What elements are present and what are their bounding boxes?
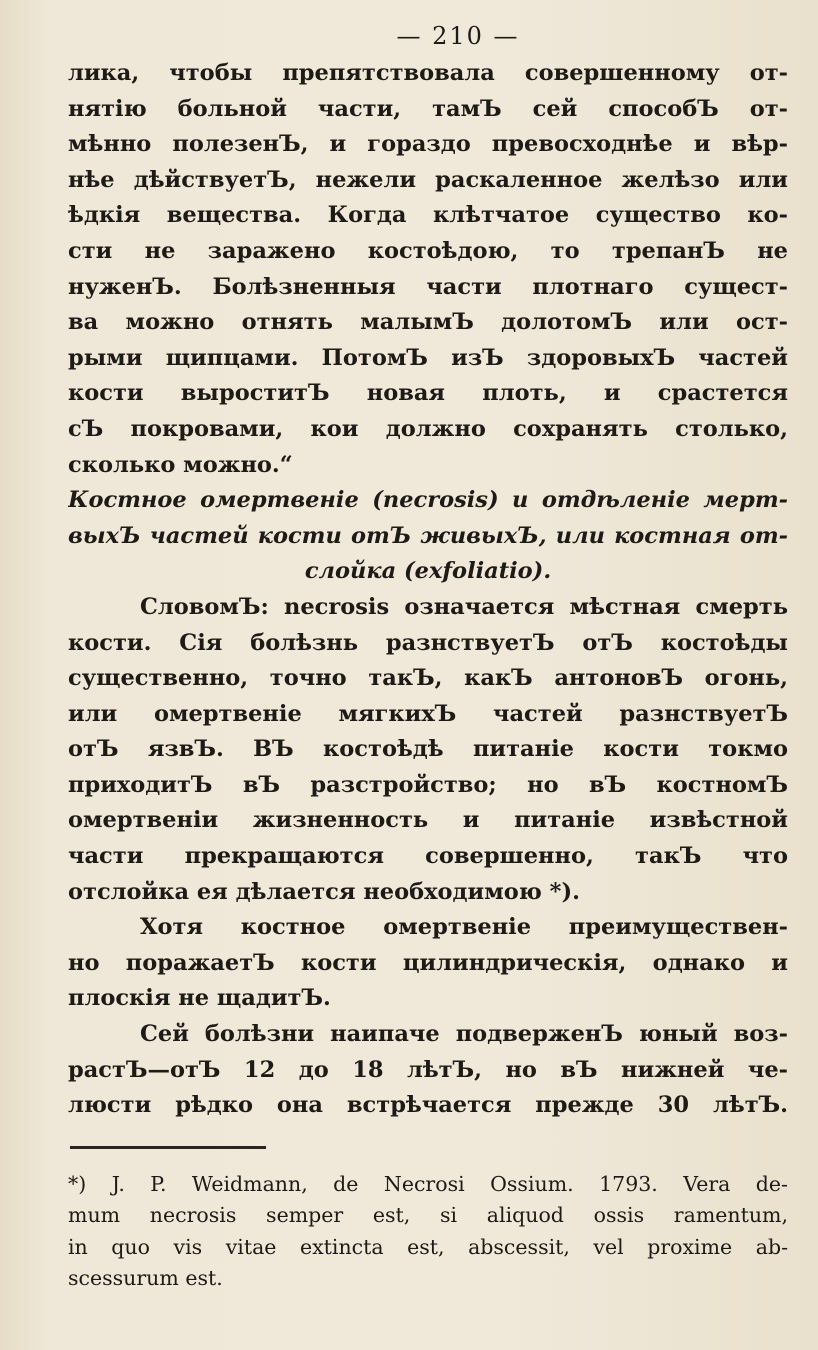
text-line: отЪ язвЪ. ВЪ костоѣдѣ питаніе кости токмо: [68, 736, 788, 763]
text-line: отслойка ея дѣлается необходимою *).: [68, 878, 580, 905]
text-line: СловомЪ: necrosis означается мѣстная смерть: [140, 593, 788, 620]
paragraph-age: [68, 1017, 788, 1124]
text-line: Сей болѣзни наипаче подверженЪ юный воз-: [140, 1021, 788, 1048]
heading-line: Костное омертвеніе (necrosis) и отдѣленіе мерт-: [68, 487, 788, 514]
text-line: кости. Сія болѣзнь разнствуетЪ отЪ костоѣды: [68, 629, 788, 656]
footnote-line: *) J. P. Weidmann, de Necrosi Ossium. 1793. Vera de-: [68, 1171, 788, 1196]
page-number: — 210 —: [396, 22, 520, 50]
text-line: нѣе дѣйствуетЪ, нежели раскаленное желѣзо или: [68, 166, 788, 193]
text-line: лика, чтобы препятствовала совершенному от-: [68, 60, 788, 86]
text-line: рыми щипцами. ПотомЪ изЪ здоровыхЪ частей: [68, 344, 788, 371]
paragraph-continuation: [68, 56, 788, 483]
text-line: нуженЪ. Болѣзненныя части плотнаго сущест-: [68, 273, 788, 300]
text-line: плоскія не щадитЪ.: [68, 985, 331, 1012]
text-line: ѣдкія вещества. Когда клѣтчатое существо ко-: [68, 202, 788, 229]
footnote-line: in quo vis vitae extincta est, abscessit, vel proxime ab-: [68, 1234, 788, 1259]
section-heading: [68, 483, 788, 590]
footnote-line: mum necrosis semper est, si aliquod ossis ramentum,: [68, 1203, 788, 1228]
footnote-line: scessurum est.: [68, 1266, 223, 1291]
text-line: сти не заражено костоѣдою, то трепанЪ не: [68, 237, 788, 264]
text-line: или омертвеніе мягкихЪ частей разнствуетЪ: [68, 700, 788, 727]
text-line: но поражаетЪ кости цилиндрическія, однако и: [68, 949, 788, 976]
text-line: части прекращаются совершенно, такЪ что: [68, 843, 788, 870]
heading-line: слойка (exfoliatio).: [304, 558, 552, 585]
text-line: омертвеніи жизненность и питаніе извѣстной: [68, 807, 788, 834]
text-line: сЪ покровами, кои должно сохранять столько,: [68, 415, 788, 442]
footnote: [68, 1169, 788, 1295]
text-line: ва можно отнять малымЪ долотомЪ или ост-: [68, 309, 788, 336]
text-line: приходитЪ вЪ разстройство; но вЪ костномЪ: [68, 771, 788, 798]
text-line: Хотя костное омертвеніе преимуществен-: [140, 914, 788, 941]
text-line: люсти рѣдко она встрѣчается прежде 30 лѣтЪ.: [68, 1092, 788, 1119]
text-line: существенно, точно такЪ, какЪ антоновЪ огонь,: [68, 665, 788, 692]
heading-line: выхЪ частей кости отЪ живыхЪ, или костная от-: [68, 522, 788, 549]
text-line: нятію больной части, тамЪ сей способЪ от-: [68, 95, 788, 122]
text-line: растЪ—отЪ 12 до 18 лѣтЪ, но вЪ нижней че-: [68, 1056, 788, 1083]
text-line: кости выроститЪ новая плоть, и срастется: [68, 380, 788, 407]
footnote-divider: [70, 1146, 266, 1149]
text-line: мѣнно полезенЪ, и гораздо превосходнѣе и вѣр-: [68, 131, 788, 158]
paragraph-definition: [68, 590, 788, 910]
text-line: сколько можно.“: [68, 451, 293, 478]
paragraph-bones: [68, 910, 788, 1017]
